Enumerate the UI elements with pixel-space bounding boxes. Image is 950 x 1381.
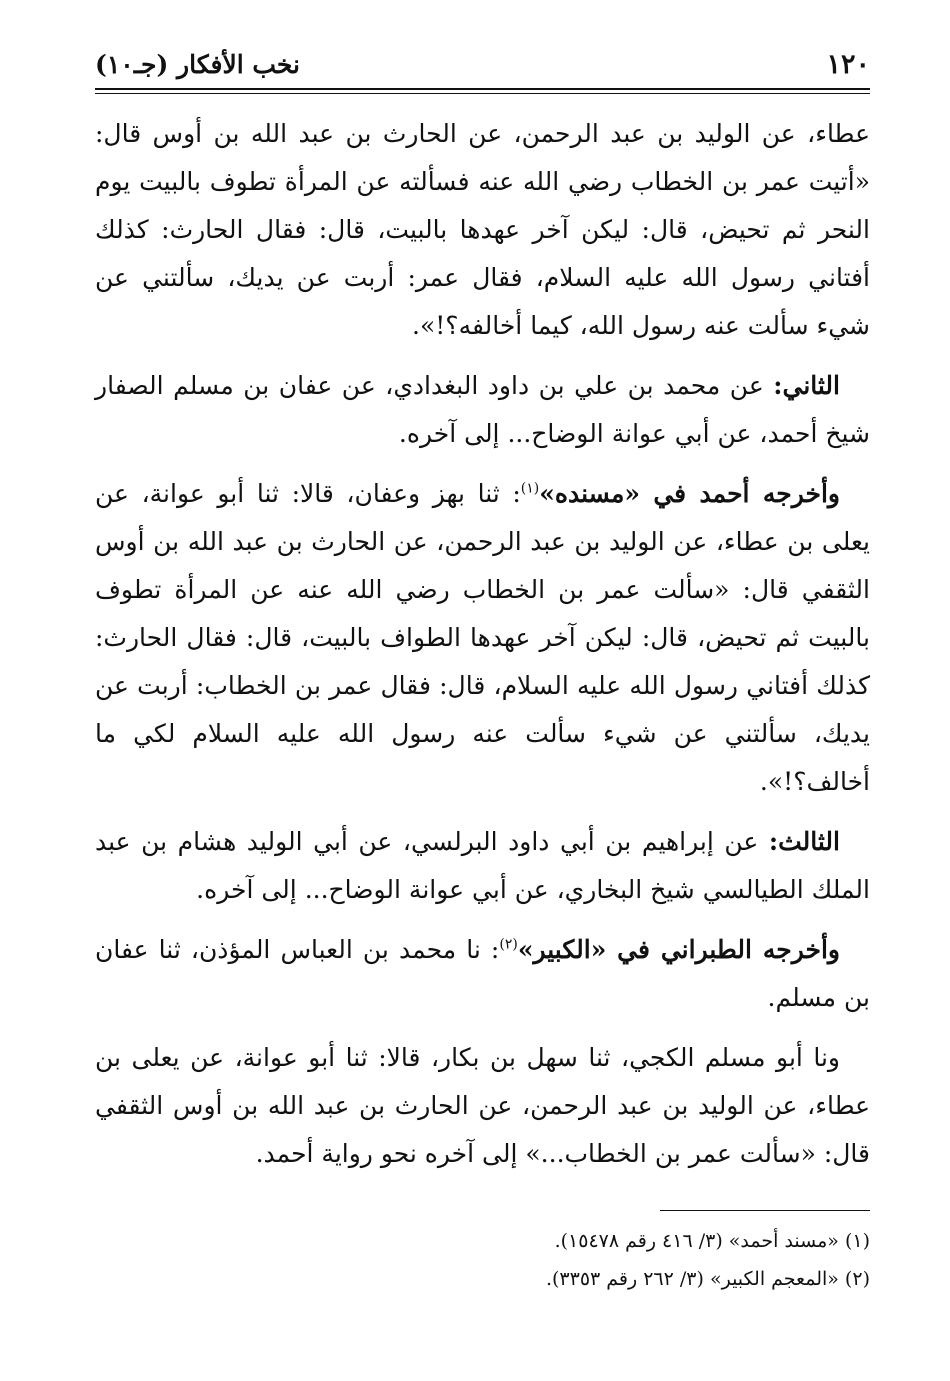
footnote-ref[interactable]: (٢) [499,936,518,953]
paragraph [95,110,870,350]
paragraph-lead: الثاني: [773,371,840,400]
paragraph-text: : نا محمد بن العباس المؤذن، ثنا عفان بن مسلم. [95,935,870,1012]
paragraph-lead: وأخرجه أحمد في «مسنده» [539,479,840,508]
paragraph [95,470,870,806]
footnote-ref[interactable]: (١) [520,480,540,497]
footnote-separator [660,1210,870,1211]
paragraph [95,1034,870,1178]
running-title: نخب الأفكار (جـ١٠) [95,49,301,79]
paragraph [95,926,870,1022]
footnote-1: (١) «مسند أحمد» (٣/ ٤١٦ رقم ١٥٤٧٨). [554,1230,870,1252]
header-rule-thin [95,93,870,94]
paragraph-lead: وأخرجه الطبراني في «الكبير» [517,935,840,964]
header-rule [95,88,870,90]
footnote-2: (٢) «المعجم الكبير» (٣/ ٢٦٢ رقم ٣٣٥٣). [545,1268,870,1290]
footnotes [95,1222,870,1298]
paragraph-lead: الثالث: [768,827,840,856]
page-header [95,44,870,84]
paragraph [95,362,870,458]
paragraph-text: عطاء، عن الوليد بن عبد الرحمن، عن الحارث بن عبد الله بن أوس قال: «أتيت عمر بن الخطاب رضي الله عنه فسألته عن المرأة تطوف بالبيت يوم النحر ثم تحيض، قال: ليكن آخر عهدها بالبيت، قال: فقال الحارث: كذلك أفتاني رسول الله عليه السلام، فقال عمر: أربت عن يديك، سألتني عن شيء سألت عنه رسول الله، كيما أخالفه؟!». [95,119,870,340]
main-text [95,110,870,1190]
page-number: ١٢٠ [826,48,870,80]
paragraph [95,818,870,914]
paragraph-text: ونا أبو مسلم الكجي، ثنا سهل بن بكار، قالا: ثنا أبو عوانة، عن يعلى بن عطاء، عن الوليد بن عبد الرحمن، عن الحارث بن عبد الله بن أوس الثقفي قال: «سألت عمر بن الخطاب...» إلى آخره نحو رواية أحمد. [95,1043,870,1168]
paragraph-text: : ثنا بهز وعفان، قالا: ثنا أبو عوانة، عن يعلى بن عطاء، عن الوليد بن عبد الرحمن، عن الحارث بن عبد الله بن أوس الثقفي قال: «سألت عمر بن الخطاب رضي الله عنه عن المرأة تطوف بالبيت ثم تحيض، قال: ليكن آخر عهدها الطواف بالبيت، قال: فقال الحارث: كذلك أفتاني رسول الله عليه السلام، قال: فقال عمر بن الخطاب: أربت عن يديك، سألتني عن شيء سألت عنه رسول الله عليه السلام لكي ما أخالف؟!». [95,479,870,796]
paragraph-text: عن إبراهيم بن أبي داود البرلسي، عن أبي الوليد هشام بن عبد الملك الطيالسي شيخ البخاري، عن أبي عوانة الوضاح... إلى آخره. [95,827,870,904]
paragraph-text: عن محمد بن علي بن داود البغدادي، عن عفان بن مسلم الصفار شيخ أحمد، عن أبي عوانة الوضاح... إلى آخره. [95,371,870,448]
